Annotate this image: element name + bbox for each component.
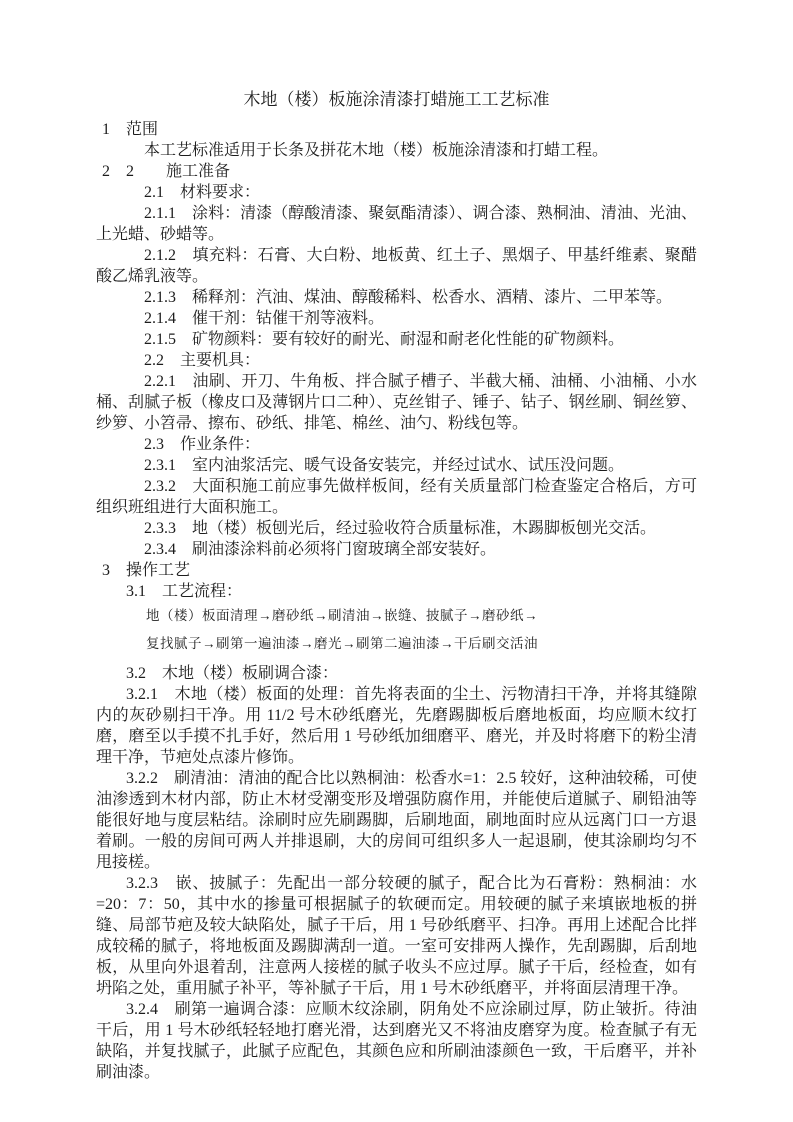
paragraph-2-2-1: 2.2.1 油刷、开刀、牛角板、拌合腻子槽子、半截大桶、油桶、小油桶、小水桶、刮腻子板（橡皮口及薄钢片口二种）、克丝钳子、锤子、钻子、钢丝刷、铜丝箩、纱箩、小笤帚、擦布、砂纸、排笔、棉丝、油勺、粉线包等。	[96, 373, 697, 432]
process-flow-line-1: 地（楼）板面清理→磨砂纸→刷清油→嵌缝、披腻子→磨砂纸→	[146, 608, 538, 623]
paragraph-2-1-4: 2.1.4 催干剂：钴催干剂等液料。	[144, 310, 385, 327]
paragraph-2-3: 2.3 作业条件：	[144, 436, 261, 453]
section-heading-scope: 1 范围	[102, 121, 159, 138]
paragraph-3-2-1: 3.2.1 木地（楼）板面的处理：首先将表面的尘土、污物清扫干净，并将其缝隙内的灰砂剔扫干净。用 11/2 号木砂纸磨光，先磨踢脚板后磨地板面，均应顺木纹打磨，磨至以手摸不扎手好，然后用 1 号砂纸加细磨平、磨光，并及时将磨下的粉尘清理干净，节疤处点漆片修饰。	[96, 686, 697, 766]
paragraph-3-1: 3.1 工艺流程：	[126, 583, 243, 600]
paragraph-2-1-2: 2.1.2 填充料：石膏、大白粉、地板黄、红土子、黑烟子、甲基纤维素、聚醋酸乙烯乳液等。	[96, 247, 697, 285]
section-heading-operation: 3 操作工艺	[102, 562, 191, 579]
document-title: 木地（楼）板施涂清漆打蜡施工工艺标准	[243, 90, 550, 109]
paragraph-3-2-3: 3.2.3 嵌、披腻子：先配出一部分较硬的腻子，配合比为石膏粉：熟桐油：水=20：7：50，其中水的掺量可根据腻子的软硬而定。用较硬的腻子来填嵌地板的拼缝、局部节疤及较大缺陷处，腻子干后，用 1 号砂纸磨平、扫净。再用上述配合比拌成较稀的腻子，将地板面及踢脚满刮一道。一室可安排两人操作，先刮踢脚，后刮地板，从里向外退着刮，注意两人接槎的腻子收头不应过厚。腻子干后，经检查，如有坍陷之处，重用腻子补平，等补腻子干后，用 1 号木砂纸磨平，并将面层清理干净。	[96, 875, 697, 997]
paragraph-3-2-4: 3.2.4 刷第一遍调合漆：应顺木纹涂刷，阴角处不应涂刷过厚，防止皱折。待油干后，用 1 号木砂纸轻轻地打磨光滑，达到磨光又不将油皮磨穿为度。检查腻子有无缺陷，并复找腻子，此腻子应配色，其颜色应和所刷油漆颜色一致，干后磨平，并补刷油漆。	[96, 1001, 697, 1081]
paragraph-2-1-3: 2.1.3 稀释剂：汽油、煤油、醇酸稀料、松香水、酒精、漆片、二甲苯等。	[144, 289, 673, 306]
paragraph-2-1: 2.1 材料要求：	[144, 184, 261, 201]
paragraph-2-2: 2.2 主要机具：	[144, 352, 261, 369]
paragraph-3-2: 3.2 木地（楼）板刷调合漆：	[126, 665, 339, 682]
paragraph-2-3-2: 2.3.2 大面积施工前应事先做样板间，经有关质量部门检查鉴定合格后，方可组织班组进行大面积施工。	[96, 478, 697, 516]
section-heading-preparation: 2 2 施工准备	[102, 163, 231, 180]
paragraph-3-2-2: 3.2.2 刷清油：清油的配合比以熟桐油：松香水=1：2.5 较好，这种油较稀，可使油渗透到木材内部，防止木材受潮变形及增强防腐作用，并能使后道腻子、刷铅油等能很好地与度层粘结。涂刷时应先刷踢脚，后刷地面，刷地面时应从远离门口一方退着刷。一般的房间可两人并排退刷，大的房间可组织多人一起退刷，使其涂刷均匀不甩接槎。	[96, 770, 697, 871]
process-flow-line-2: 复找腻子→刷第一遍油漆→磨光→刷第二遍油漆→干后刷交活油	[146, 636, 538, 651]
paragraph-2-3-3: 2.3.3 地（楼）板刨光后，经过验收符合质量标准，木踢脚板刨光交活。	[144, 520, 657, 537]
paragraph-2-1-5: 2.1.5 矿物颜料：要有较好的耐光、耐湿和耐老化性能的矿物颜料。	[144, 331, 625, 348]
paragraph-scope-intro: 本工艺标准适用于长条及拼花木地（楼）板施涂清漆和打蜡工程。	[144, 142, 609, 159]
paragraph-2-3-1: 2.3.1 室内油浆活完、暖气设备安装完，并经过试水、试压没问题。	[144, 457, 625, 474]
paragraph-2-1-1: 2.1.1 涂料：清漆（醇酸清漆、聚氨酯清漆）、调合漆、熟桐油、清油、光油、上光蜡、砂蜡等。	[96, 205, 697, 243]
paragraph-2-3-4: 2.3.4 刷油漆涂料前必须将门窗玻璃全部安装好。	[144, 541, 497, 558]
